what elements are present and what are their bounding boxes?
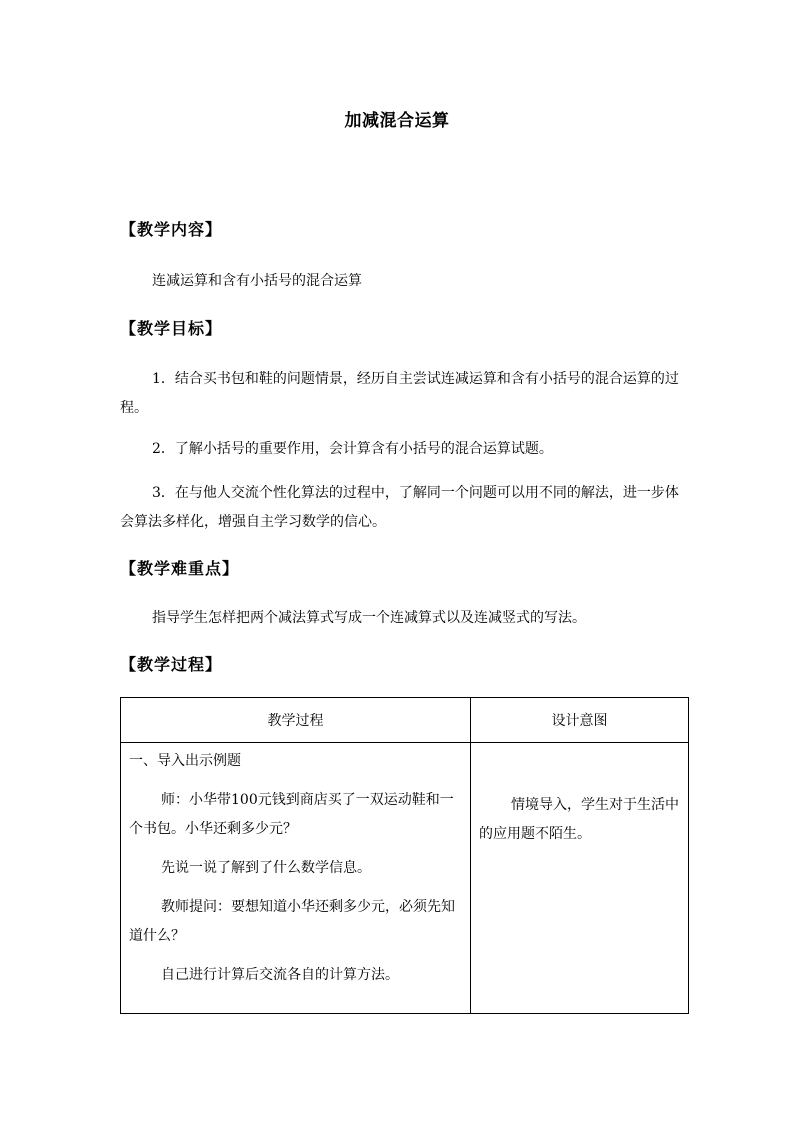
goal-3: 3．在与他人交流个性化算法的过程中，了解同一个问题可以用不同的解法，进一步体会算法多样化，增强自主学习数学的信心。 — [120, 485, 679, 530]
table-header-row — [121, 698, 689, 743]
intent-cell — [470, 743, 688, 1014]
document-title: 加减混合运算 — [344, 111, 450, 131]
goal-1: 1．结合买书包和鞋的问题情景，经历自主尝试连减运算和含有小括号的混合运算的过程。 — [120, 371, 679, 416]
intent-text: 情境导入，学生对于生活中的应用题不陌生。 — [478, 797, 679, 842]
heading-key-points: 【教学难重点】 — [120, 559, 240, 578]
step-paragraph: 师：小华带100元钱到商店买了一双运动鞋和一个书包。小华还剩多少元？ — [129, 792, 454, 837]
process-cell — [121, 743, 471, 1014]
teaching-content-text: 连减运算和含有小括号的混合运算 — [152, 273, 362, 289]
key-points-text: 指导学生怎样把两个减法算式写成一个连减算式以及连减竖式的写法。 — [152, 610, 586, 626]
heading-teaching-process: 【教学过程】 — [120, 655, 223, 674]
heading-teaching-goals: 【教学目标】 — [120, 319, 223, 338]
process-table — [120, 697, 689, 1014]
step-paragraph: 教师提问：要想知道小华还剩多少元，必须先知道什么？ — [129, 899, 455, 944]
step-paragraph: 自己进行计算后交流各自的计算方法。 — [161, 967, 399, 983]
heading-teaching-content: 【教学内容】 — [120, 220, 223, 239]
step-paragraph: 先说一说了解到了什么数学信息。 — [161, 860, 371, 876]
table-row — [121, 743, 689, 1014]
header-process: 教学过程 — [121, 698, 471, 743]
step-title: 一、导入出示例题 — [129, 753, 241, 769]
header-intent: 设计意图 — [470, 698, 688, 743]
goal-2: 2．了解小括号的重要作用，会计算含有小括号的混合运算试题。 — [152, 441, 553, 457]
